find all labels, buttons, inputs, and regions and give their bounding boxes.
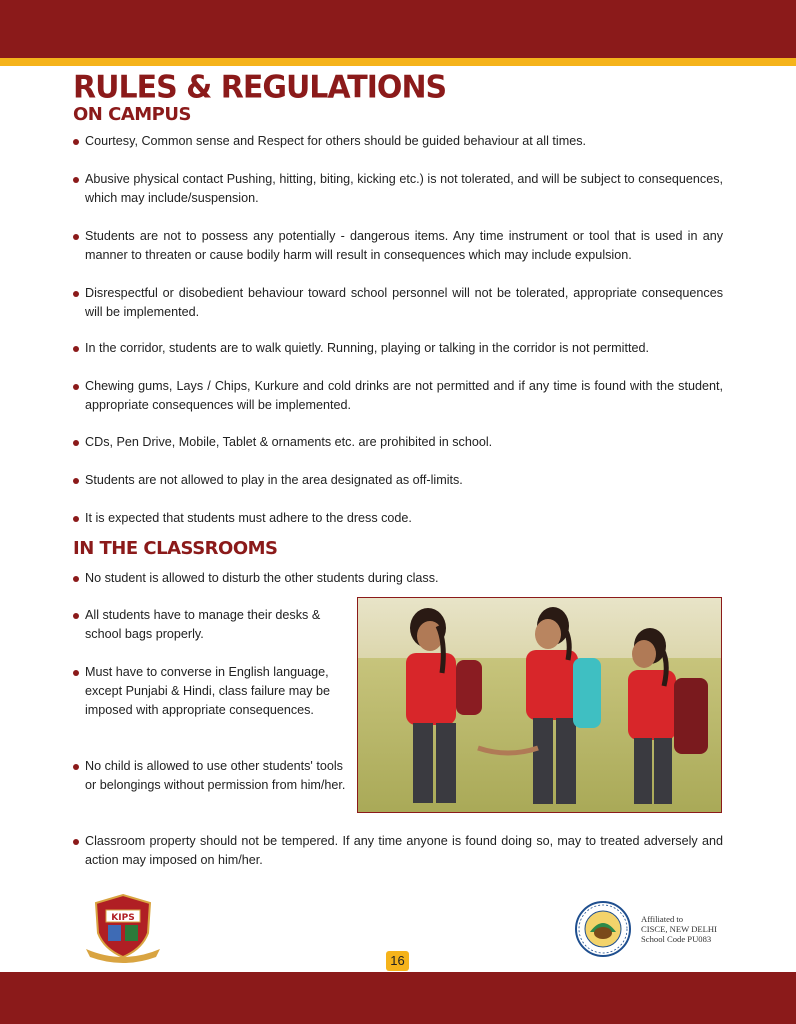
bullet-icon bbox=[73, 139, 79, 145]
bullet-icon bbox=[73, 516, 79, 522]
campus-rule: Courtesy, Common sense and Respect for others should be guided behaviour at all times. bbox=[85, 134, 586, 148]
bullet-icon bbox=[73, 234, 79, 240]
classroom-rule: All students have to manage their desks & school bags properly. bbox=[85, 608, 321, 641]
classroom-section-title: IN THE CLASSROOMS bbox=[73, 538, 278, 559]
affiliation-line: CISCE, NEW DELHI bbox=[641, 924, 717, 934]
affiliation-text bbox=[641, 914, 717, 944]
campus-rule: Chewing gums, Lays / Chips, Kurkure and cold drinks are not permitted and if any time is found with the student, appropriate consequences will be implemented. bbox=[85, 379, 723, 412]
campus-rule: It is expected that students must adhere to the dress code. bbox=[85, 511, 412, 525]
bullet-icon bbox=[73, 613, 79, 619]
header-accent-stripe bbox=[0, 58, 796, 66]
bullet-icon bbox=[73, 478, 79, 484]
bullet-icon bbox=[73, 764, 79, 770]
bullet-icon bbox=[73, 384, 79, 390]
campus-rule: Disrespectful or disobedient behaviour toward school personnel will not be tolerated, appropriate consequences will be implemented. bbox=[85, 286, 723, 319]
bullet-icon bbox=[73, 839, 79, 845]
crest-text: KIPS bbox=[111, 913, 135, 923]
footer-bar bbox=[0, 972, 796, 1024]
page-subtitle: ON CAMPUS bbox=[73, 104, 191, 125]
affiliation-line: Affiliated to bbox=[641, 914, 684, 924]
campus-rule: Students are not allowed to play in the area designated as off-limits. bbox=[85, 473, 463, 487]
bullet-icon bbox=[73, 291, 79, 297]
classroom-rule: No student is allowed to disturb the other students during class. bbox=[85, 571, 439, 585]
school-crest-logo bbox=[82, 893, 164, 963]
classroom-rule: No child is allowed to use other students' tools or belongings without permission from him/her. bbox=[85, 759, 346, 792]
classroom-rule: Must have to converse in English language, except Punjabi & Hindi, class failure may be imposed with appropriate consequences. bbox=[85, 665, 331, 717]
students-photo bbox=[357, 597, 722, 813]
campus-rule: CDs, Pen Drive, Mobile, Tablet & ornaments etc. are prohibited in school. bbox=[85, 435, 493, 449]
classroom-rule: Classroom property should not be tempered. If any time anyone is found doing so, may to treated adversely and action may imposed on him/her. bbox=[85, 834, 723, 867]
campus-rule: In the corridor, students are to walk quietly. Running, playing or talking in the corridor is not permitted. bbox=[85, 341, 649, 355]
header-bar bbox=[0, 0, 796, 58]
affiliation-line: School Code PU083 bbox=[641, 934, 712, 944]
bullet-icon bbox=[73, 440, 79, 446]
bullet-icon bbox=[73, 177, 79, 183]
bullet-icon bbox=[73, 670, 79, 676]
bullet-icon bbox=[73, 576, 79, 582]
campus-rule: Students are not to possess any potentially - dangerous items. Any time instrument or tool that is used in any manner to threaten or cause bodily harm will result in consequences which may include expulsion. bbox=[85, 229, 723, 262]
campus-rule: Abusive physical contact Pushing, hitting, biting, kicking etc.) is not tolerated, and will be subject to consequences, which may include/suspension. bbox=[85, 172, 723, 205]
bullet-icon bbox=[73, 346, 79, 352]
page-number: 16 bbox=[386, 951, 409, 971]
cisce-seal-logo bbox=[574, 900, 632, 958]
page-title: RULES & REGULATIONS bbox=[73, 69, 447, 106]
